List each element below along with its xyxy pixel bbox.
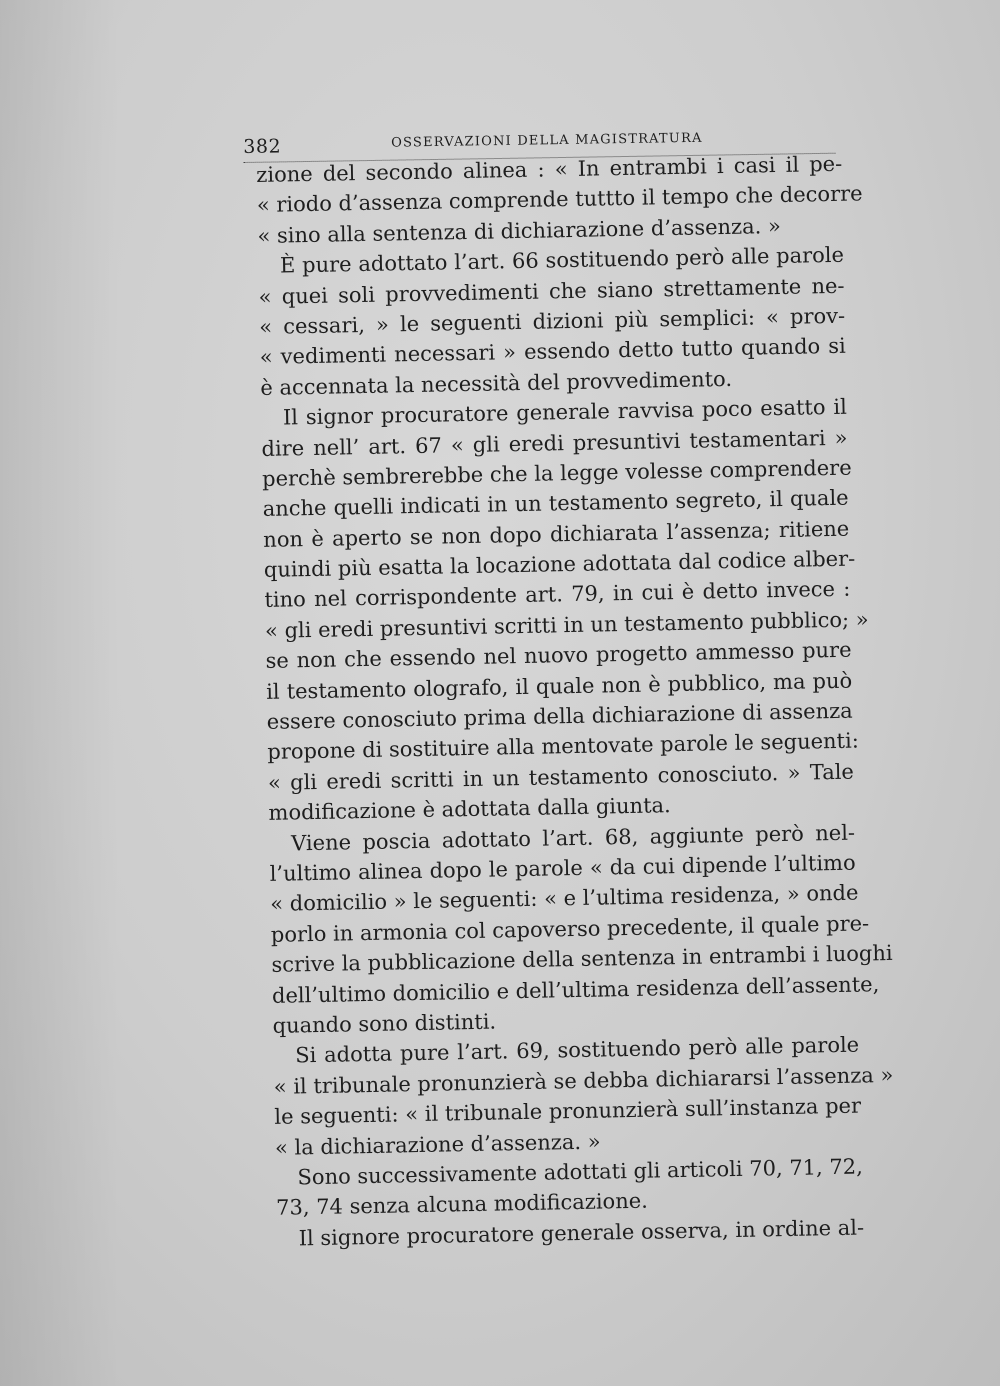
text-line: perchè sembrerebbe che la legge volesse comprendere (261, 455, 852, 491)
text-line: essere conosciuto prima della dichiarazione di assenza (266, 698, 853, 734)
text-line: quindi più esatta la locazione adottata dal codice alber- (263, 546, 856, 583)
text-line: « cessari, » le seguenti dizioni più semplici: « prov- (258, 303, 846, 339)
text-line: Il signore procuratore generale osserva, in ordine al- (298, 1215, 865, 1251)
text-line: è accennata la necessità del provvedimento. (260, 366, 733, 400)
text-line: dell’ultimo domicilio e dell’ultima residenza dell’assente, (271, 971, 880, 1008)
page-number: 382 (243, 135, 282, 158)
text-line: tino nel corrispondente art. 79, in cui è detto invece : (264, 577, 851, 613)
text-line: « gli eredi scritti in un testamento conosciuto. » Tale (267, 759, 855, 795)
text-line: « sino alla sentenza di dichiarazione d’assenza. » (257, 213, 782, 248)
text-line: « la dichiarazione d’assenza. » (274, 1129, 601, 1160)
text-line: « il tribunale pronunzierà se debba dichiararsi l’assenza » (273, 1062, 894, 1099)
text-line: Il signor procuratore generale ravvisa poco esatto il (282, 394, 848, 430)
text-line: Viene poscia adottato l’art. 68, aggiunte però nel- (290, 820, 856, 856)
text-line: È pure adottato l’art. 66 sostituendo però alle parole (279, 242, 845, 278)
text-line: Sono successivamente adottati gli articoli 70, 71, 72, (297, 1154, 864, 1190)
text-line: le seguenti: « il tribunale pronunzierà sull’instanza per (274, 1093, 862, 1129)
text-line: dire nell’ art. 67 « gli eredi presuntivi testamentari » (261, 425, 848, 461)
page-edge-shadow (0, 0, 120, 1386)
text-line: modificazione è adottata dalla giunta. (268, 793, 671, 826)
text-line: 73, 74 senza alcuna modificazione. (275, 1188, 649, 1221)
text-line: « vedimenti necessari » essendo detto tutto quando si (259, 334, 846, 370)
text-line: se non che essendo nel nuovo progetto ammesso pure (265, 637, 852, 674)
running-head: OSSERVAZIONI DELLA MAGISTRATURA (391, 130, 703, 151)
text-line: anche quelli indicati in un testamento segreto, il quale (262, 485, 849, 522)
text-line: Si adotta pure l’art. 69, sostituendo però alle parole (294, 1032, 860, 1068)
text-line: non è aperto se non dopo dichiarata l’assenza; ritiene (263, 516, 850, 552)
text-line: « quei soli provvedimenti che siano strettamente ne- (258, 273, 845, 309)
text-line: il testamento olografo, il quale non è pubblico, ma può (265, 668, 853, 704)
text-line: zione del secondo alinea : « In entrambi i casi il pe- (256, 151, 843, 187)
text-line: « riodo d’assenza comprende tuttto il tempo che decorre (256, 181, 863, 218)
text-line: « gli eredi presuntivi scritti in un testamento pubblico; » (264, 607, 869, 643)
text-line: porlo in armonia col capoverso precedente, il quale pre- (270, 911, 870, 947)
text-line: « domicilio » le seguenti: « e l’ultima residenza, » onde (270, 880, 859, 917)
text-line: scrive la pubblicazione della sentenza in entrambi i luoghi (271, 941, 893, 978)
text-line: l’ultimo alinea dopo le parole « da cui dipende l’ultimo (269, 850, 856, 886)
text-line: quando sono distinti. (272, 1009, 497, 1038)
text-line: propone di sostituire alla mentovate parole le seguenti: (267, 728, 860, 765)
body-text (256, 149, 894, 1254)
